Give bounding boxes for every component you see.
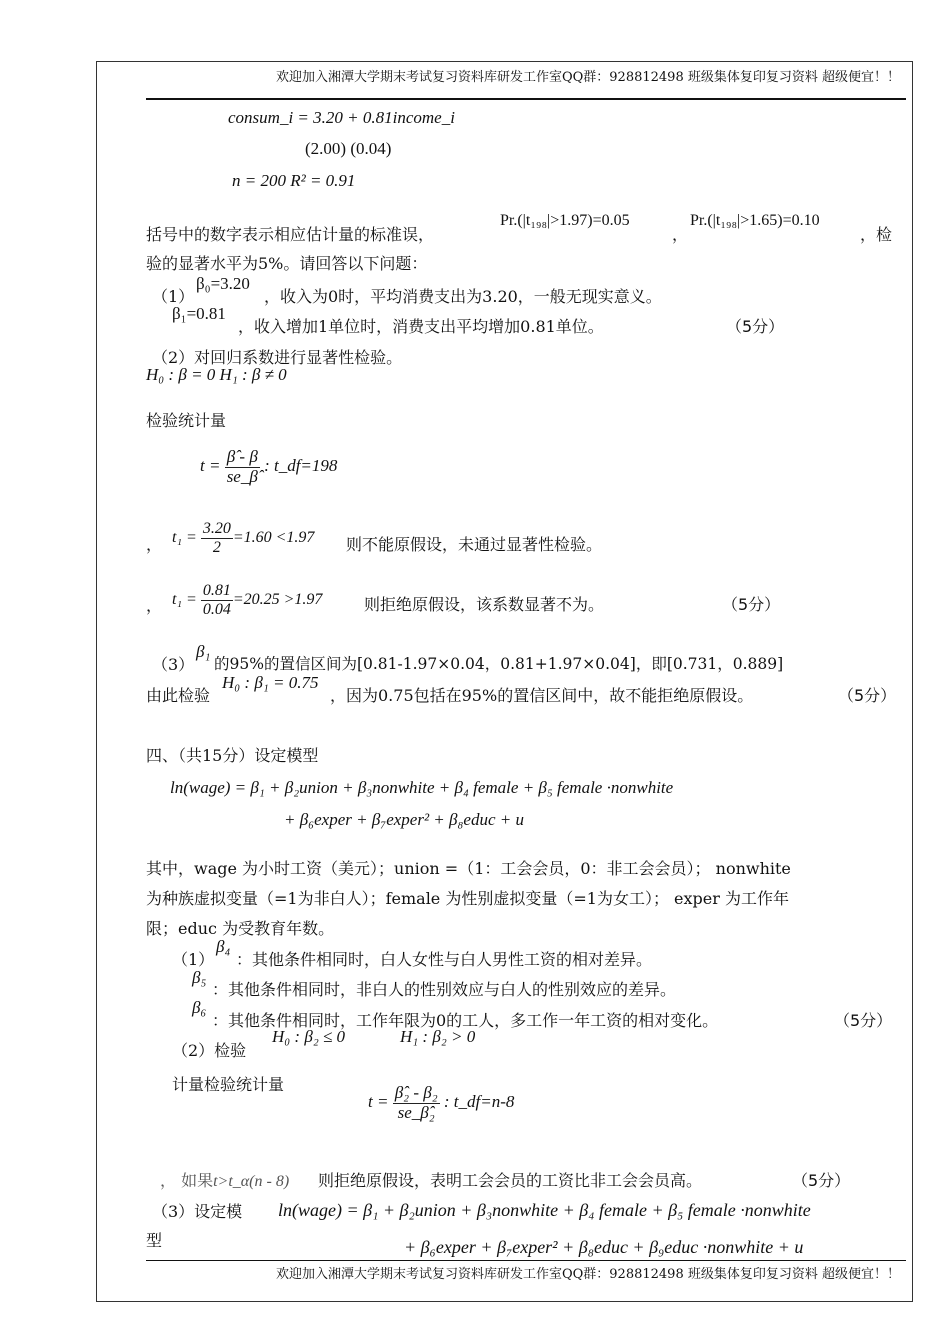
prob-1: Pr.(|t₁₉₈|>1.97)=0.05 [500, 212, 630, 229]
q2-hypotheses: H₀ : β = 0 H₁ : β ≠ 0 [146, 365, 287, 384]
regression-equation: consum_i = 3.20 + 0.81income_i [228, 108, 455, 127]
q2-t-formula: t = $\frac{\betâ - \beta}{se\_\betâ}$ : t_df=198 [200, 447, 338, 486]
s4-p1-score: （5分） [834, 1011, 893, 1030]
s4-p2-t-formula: t = $\frac{\text{β̂₂ - β₂}}{\text{se\_β̂₂}}$ : t_df=n-8 [368, 1083, 515, 1122]
s4-p1-text5: ：其他条件相同时，非白人的性别效应与白人的性别效应的差异。 [212, 980, 677, 999]
s4-p2-rule-text: 则拒绝原假设，表明工会会员的工资比非工会会员高。 [318, 1171, 703, 1190]
s4-p3-model-line1: ln(wage) = β₁ + β₂union + β₃nonwhite + β₄ female + β₅ female ·nonwhite [278, 1200, 811, 1220]
q2-t-den: se_β̂ [226, 466, 258, 486]
s4-desc3: 限；educ 为受教育年数。 [146, 919, 335, 938]
footer-text: 欢迎加入湘潭大学期末考试复习资料库研发工作室QQ群：928812498 班级集体复印复习资料 超级便宜！！ [275, 1267, 900, 1282]
q1-beta1: β₁=0.81 [172, 304, 226, 323]
q3-beta1: β₁ [196, 642, 211, 661]
s4-p1-text6: ：其他条件相同时，工作年限为0的工人，多工作一年工资的相对变化。 [212, 1011, 719, 1030]
q2-comma-2: ， [146, 596, 163, 615]
q3-hypothesis: H₀ : β₁ = 0.75 [222, 673, 319, 692]
intro-line2: 验的显著水平为5%。请回答以下问题： [146, 254, 428, 273]
intro-text-end: ，检 [860, 225, 893, 244]
q1-label: （1） [152, 287, 195, 306]
header-rule [146, 98, 906, 100]
s4-beta6: β₆ [192, 998, 207, 1017]
footer-rule [146, 1260, 906, 1261]
s4-p1-label: （1） [172, 950, 215, 969]
q1-text1: ，收入为0时，平均消费支出为3.20，一般无现实意义。 [264, 287, 662, 306]
intro-text: 括号中的数字表示相应估计量的标准误， [146, 225, 435, 244]
q3-text2b: ，因为0.75包括在95%的置信区间中，故不能拒绝原假设。 [330, 686, 754, 705]
regression-se: (2.00) (0.04) [305, 139, 392, 158]
q2-stat-label: 检验统计量 [146, 411, 227, 430]
q2-t1: t₁ = $\frac{3.20}{2}$ =1.60 <1.97 [172, 520, 315, 556]
q3-label: （3） [152, 655, 195, 674]
s4-p2-label: （2）检验 [172, 1041, 247, 1060]
q2-t2: t₁ = $\frac{0.81}{0.04}$ =20.25 >1.97 [172, 582, 323, 618]
header-text: 欢迎加入湘潭大学期末考试复习资料库研发工作室QQ群：928812498 班级集体复印复习资料 超级便宜！！ [275, 70, 900, 85]
q3-text2a: 由此检验 [146, 686, 211, 705]
prob-2: Pr.(|t₁₉₈|>1.65)=0.10 [690, 212, 820, 229]
q1-score: （5分） [726, 317, 785, 336]
q2-t-num: β̂ - β [226, 447, 258, 466]
regression-stats: n = 200 R² = 0.91 [232, 171, 356, 190]
q2-comma-1: ， [146, 535, 163, 554]
q1-beta0: β₀=3.20 [196, 274, 250, 293]
s4-p2-h1: H₁ : β₂ > 0 [400, 1027, 476, 1046]
q3-score: （5分） [838, 686, 897, 705]
s4-model-line1: ln(wage) = β₁ + β₂union + β₃nonwhite + β₄ female + β₅ female ·nonwhite [170, 778, 674, 797]
s4-beta4: β₄ [216, 937, 231, 956]
q2-t2-text: 则拒绝原假设，该系数显著不为。 [364, 595, 605, 614]
s4-title: 四、（共15分）设定模型 [146, 746, 319, 765]
s4-beta5: β₅ [192, 968, 207, 987]
s4-p2-stat-label: 计量检验统计量 [172, 1075, 285, 1094]
q2-score: （5分） [722, 595, 781, 614]
s4-p2-h0: H₀ : β₂ ≤ 0 [272, 1027, 346, 1046]
q1-text2: ，收入增加1单位时，消费支出平均增加0.81单位。 [238, 317, 604, 336]
s4-p2-rule: ， 如果t>t_α(n - 8) [160, 1171, 290, 1190]
q2-title: （2）对回归系数进行显著性检验。 [152, 348, 403, 367]
q3-text1: 的95%的置信区间为[0.81-1.97×0.04，0.81+1.97×0.04]，即[0.731，0.889] [214, 655, 784, 673]
q2-t-dist: : t_df=198 [264, 456, 338, 476]
s4-p3-model-line2: + β₆exper + β₇exper² + β₈educ + β₉educ ·nonwhite + u [404, 1237, 804, 1257]
s4-p2-score: （5分） [792, 1171, 851, 1190]
s4-p3-label2: 型 [146, 1231, 163, 1250]
s4-p1-text4: ：其他条件相同时，白人女性与白人男性工资的相对差异。 [236, 950, 653, 969]
s4-p3-label: （3）设定模 [152, 1202, 243, 1221]
s4-model-line2: + β₆exper + β₇exper² + β₈educ + u [284, 810, 524, 829]
s4-desc1: 其中，wage 为小时工资（美元）；union =（1：工会会员，0：非工会会员）； nonwhite [146, 859, 791, 878]
s4-desc2: 为种族虚拟变量（=1为非白人）；female 为性别虚拟变量（=1为女工）； exper 为工作年 [146, 889, 789, 908]
intro-sep: ， [672, 225, 689, 244]
q2-t1-text: 则不能原假设，未通过显著性检验。 [346, 535, 603, 554]
